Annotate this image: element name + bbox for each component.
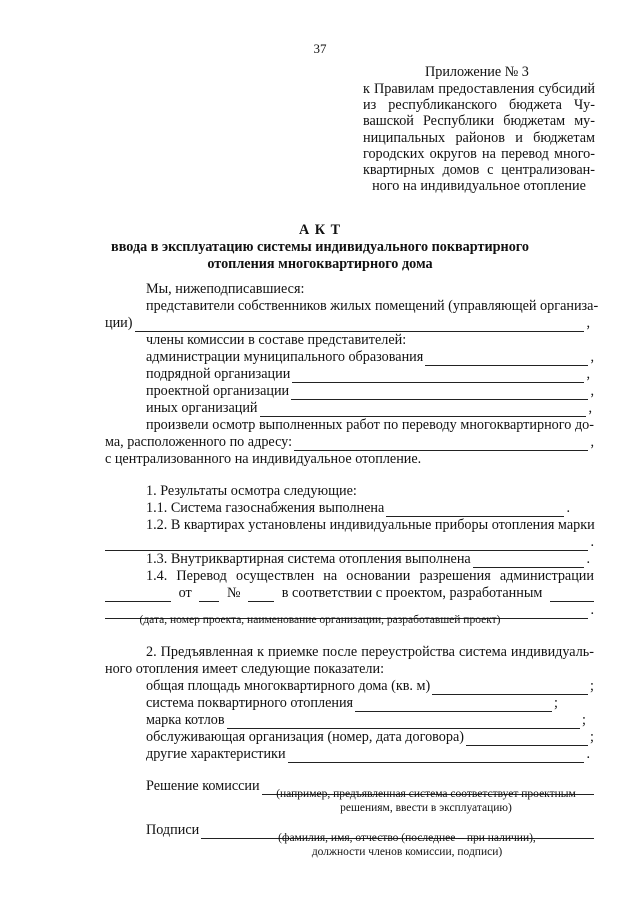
gas-label: 1.1. Система газоснабжения выполнена (146, 500, 385, 516)
owners-row: ции) , (105, 315, 590, 331)
number-sign: № (226, 585, 241, 601)
meters-field[interactable] (105, 537, 588, 551)
other-char-row: другие характеристики . (146, 746, 590, 762)
act-subtitle-line1: ввода в эксплуатацию системы индивидуального поквартирного (111, 239, 529, 255)
system-row: система поквартирного отопления ; (146, 695, 558, 711)
signatures-caption-line2: должности членов комиссии, подписи) (311, 846, 503, 858)
transfer-row (105, 585, 594, 602)
appendix-line: квартирных домов с централизован- (363, 162, 595, 179)
contractor-field[interactable] (292, 369, 584, 383)
service-field[interactable] (466, 732, 588, 746)
meters-label: 1.2. В квартирах установлены индивидуальные приборы отопления марки (146, 517, 595, 533)
indicators-header-line1: 2. Предъявленная к приемке после переустройства система индивидуаль- (146, 644, 594, 660)
other-org-field[interactable] (260, 403, 587, 417)
boiler-label: марка котлов (146, 712, 225, 728)
contractor-row: подрядной организации , (146, 366, 590, 382)
inspect-line3: с централизованного на индивидуальное отопление. (105, 451, 422, 467)
signatures-label: Подписи (146, 822, 200, 838)
appendix-line: из республиканского бюджета Чу- (363, 97, 595, 114)
other-char-field[interactable] (288, 749, 585, 763)
internal-label: 1.3. Внутриквартирная система отопления выполнена (146, 551, 471, 567)
transfer-line1: 1.4. Перевод осуществлен на основании разрешения администрации (146, 568, 594, 584)
address-row: ма, расположенного по адресу: , (105, 434, 594, 450)
permit-number-field[interactable] (248, 588, 274, 602)
inspect-line2: ма, расположенного по адресу: (105, 434, 293, 450)
contractor-label: подрядной организации (146, 366, 291, 382)
boiler-row: марка котлов ; (146, 712, 586, 728)
appendix-line: ниципальных районов и бюджетам (363, 129, 595, 146)
area-row: общая площадь многоквартирного дома (кв. м) ; (146, 678, 594, 694)
appendix-line: городских округов на перевод много- (363, 145, 595, 162)
project-words: в соответствии с проектом, разработанным (281, 585, 543, 601)
from-word: от (178, 585, 192, 601)
members-label: члены комиссии в составе представителей: (146, 332, 407, 348)
decision-caption-line2: решениям, ввести в эксплуатацию) (340, 802, 512, 814)
act-subtitle-line2: отопления многоквартирного дома (207, 256, 433, 272)
boiler-field[interactable] (227, 715, 580, 729)
area-field[interactable] (432, 681, 588, 695)
other-char-label: другие характеристики (146, 746, 286, 762)
appendix-line: вашской Республики бюджетам му- (363, 113, 595, 130)
design-label: проектной организации (146, 383, 290, 399)
admin-field[interactable] (425, 352, 588, 366)
permit-day-field[interactable] (199, 588, 219, 602)
address-field[interactable] (294, 437, 588, 451)
act-title: А К Т (298, 222, 342, 238)
other-org-label: иных организаций (146, 400, 258, 416)
inspect-line1: произвели осмотр выполненных работ по переводу многоквартирного до- (146, 417, 594, 433)
appendix-title: Приложение № 3 (425, 64, 529, 80)
admin-row: администрации муниципального образования , (146, 349, 594, 365)
project-caption: (дата, номер проекта, наименование организации, разработавшей проект) (139, 614, 501, 626)
owners-line2: ции) (105, 315, 133, 331)
permit-date-field[interactable] (105, 588, 171, 602)
system-field[interactable] (355, 698, 552, 712)
project-org-field[interactable] (550, 588, 594, 602)
internal-field[interactable] (473, 554, 585, 568)
meters-row: . (105, 534, 594, 551)
appendix-line: ного на индивидуальное отопление (372, 178, 586, 195)
appendix-text (363, 81, 595, 194)
signatures-caption-line1: (фамилия, имя, отчество (последнее – при наличии), (278, 832, 536, 844)
owners-line1: представители собственников жилых помещений (управляющей организа- (146, 298, 599, 314)
internal-row: 1.3. Внутриквартирная система отопления выполнена . (146, 551, 590, 567)
gas-row: 1.1. Система газоснабжения выполнена . (146, 500, 570, 516)
page-number: 37 (313, 41, 327, 56)
undersigned-label: Мы, нижеподписавшиеся: (146, 281, 305, 297)
design-row: проектной организации , (146, 383, 594, 399)
service-row: обслуживающая организация (номер, дата договора) ; (146, 729, 594, 745)
service-label: обслуживающая организация (номер, дата договора) (146, 729, 464, 745)
project-row: . (105, 602, 594, 619)
owners-field[interactable] (135, 318, 585, 332)
system-label: система поквартирного отопления (146, 695, 354, 711)
results-header: 1. Результаты осмотра следующие: (146, 483, 357, 499)
other-org-row: иных организаций , (146, 400, 592, 416)
appendix-line: к Правилам предоставления субсидий (363, 81, 595, 97)
decision-label: Решение комиссии (146, 778, 260, 794)
area-label: общая площадь многоквартирного дома (кв. м) (146, 678, 431, 694)
decision-caption-line1: (например, предъявленная система соответствует проектным (276, 788, 576, 800)
design-field[interactable] (291, 386, 588, 400)
indicators-header-line2: ного отопления имеет следующие показатели: (105, 661, 385, 677)
gas-field[interactable] (386, 503, 564, 517)
admin-label: администрации муниципального образования (146, 349, 424, 365)
